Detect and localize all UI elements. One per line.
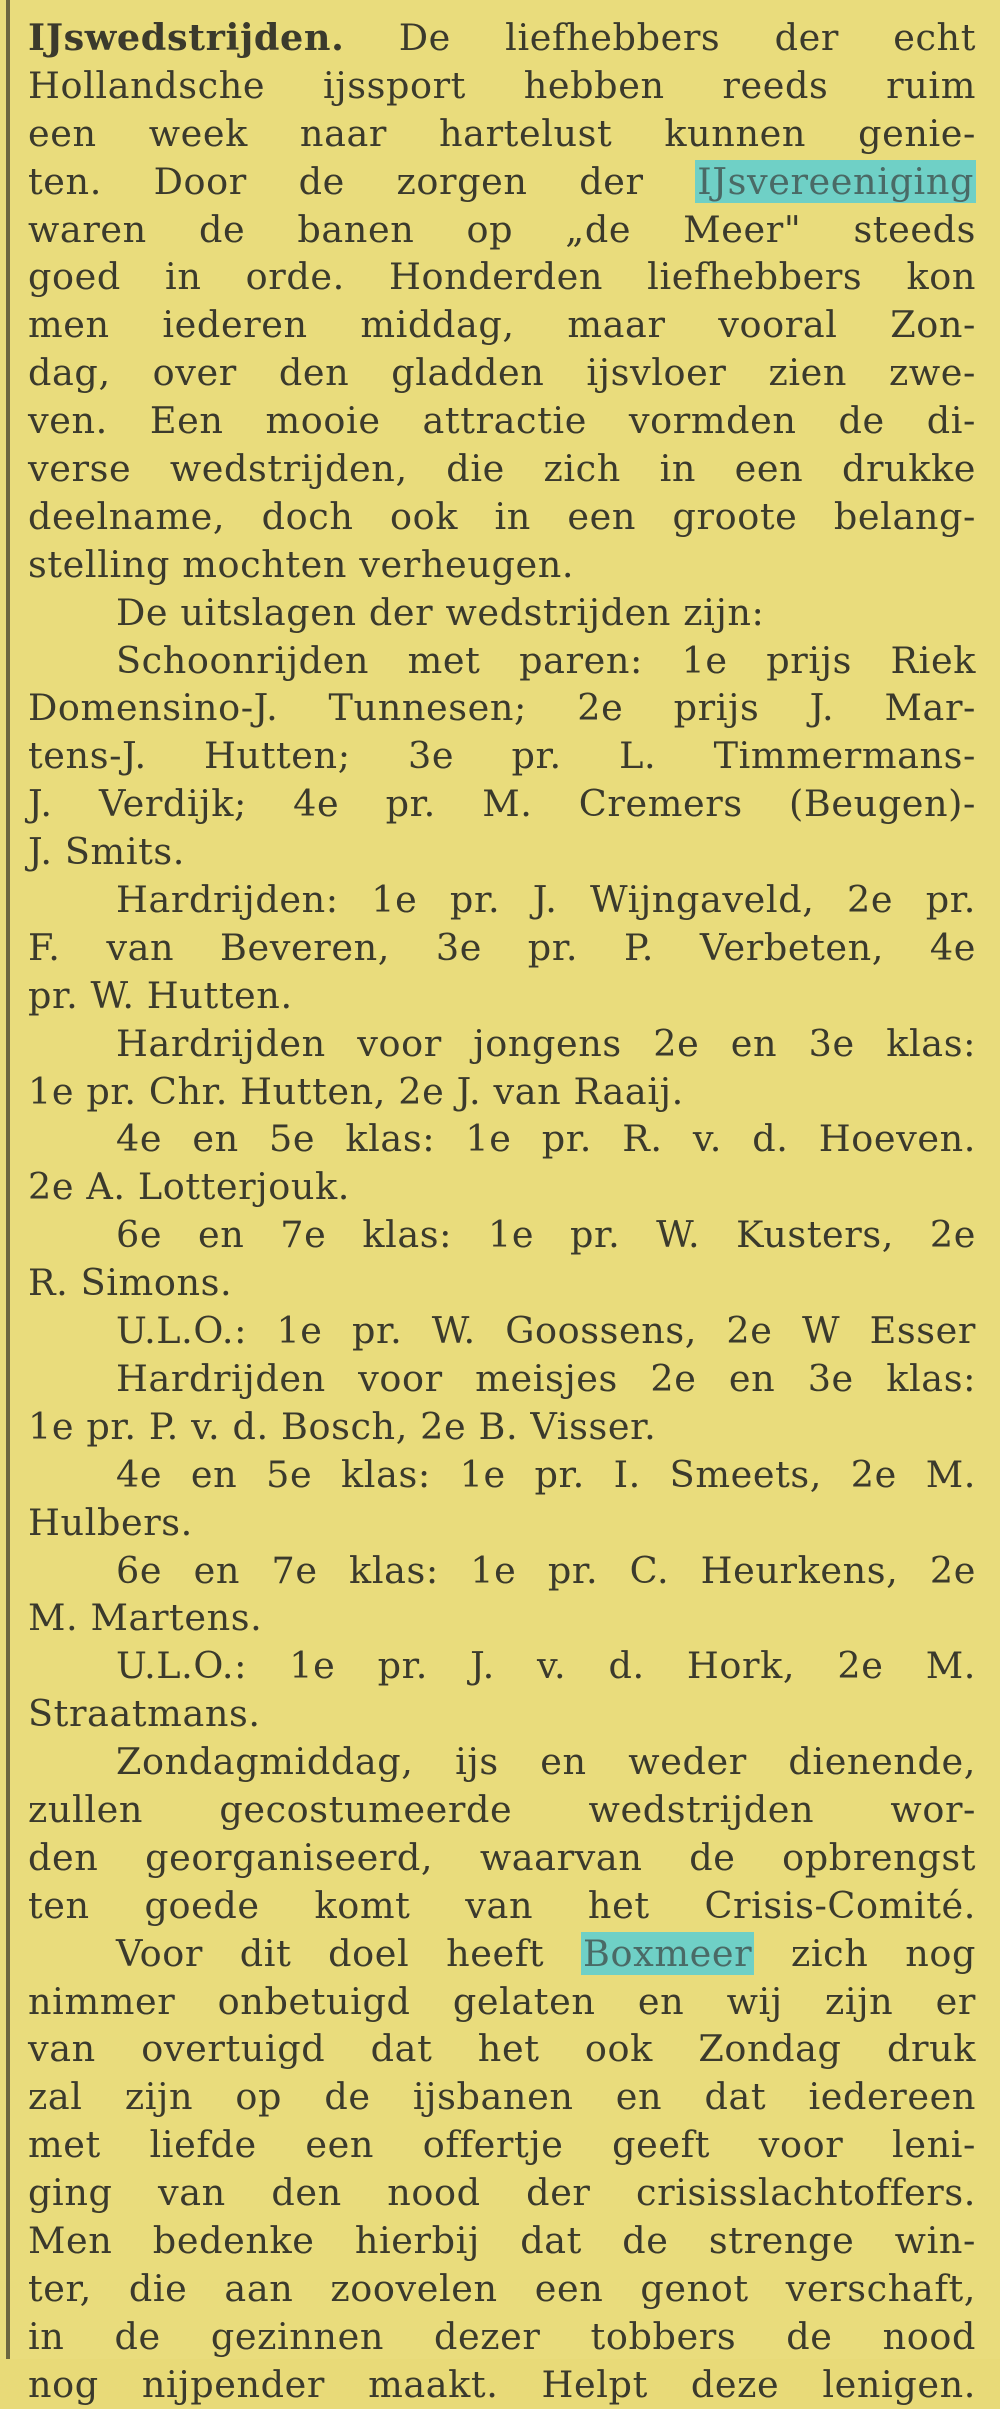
text-segment: Voor dit doel heeft: [116, 1931, 582, 1975]
text-line: [28, 62, 976, 110]
text-line: [28, 1499, 976, 1547]
text-line: [28, 2313, 976, 2361]
text-segment: verse wedstrijden, die zich in een drukke: [28, 447, 976, 491]
text-line: [28, 1738, 976, 1786]
text-line: [28, 158, 976, 206]
text-line: [28, 301, 976, 349]
text-line: [28, 2169, 976, 2217]
text-line: [28, 110, 976, 158]
text-segment: met liefde een offertje geeft voor leni-: [28, 2123, 976, 2167]
text-segment: 4e en 5e klas: 1e pr. R. v. d. Hoeven.: [116, 1117, 976, 1161]
text-segment: waren de banen op „de Meer" steeds: [28, 207, 976, 251]
text-segment: een week naar hartelust kunnen genie-: [28, 111, 976, 155]
highlighted-term: IJsvereeniging: [697, 159, 974, 203]
text-line: [28, 637, 976, 685]
text-segment: ten. Door de zorgen der: [28, 159, 696, 203]
text-segment: dag, over den gladden ijsvloer zien zwe-: [28, 351, 976, 395]
text-segment: De uitslagen der wedstrijden zijn:: [116, 590, 765, 634]
text-segment: De liefhebbers der echt: [344, 16, 976, 59]
text-segment: J. Smits.: [28, 830, 186, 874]
text-segment: Straatmans.: [28, 1692, 261, 1736]
text-segment: stelling mochten verheugen.: [28, 542, 575, 586]
text-line: [28, 1355, 976, 1403]
text-segment: Zondagmiddag, ijs en weder dienende,: [116, 1740, 976, 1784]
text-segment: deelname, doch ook in een groote belang-: [28, 494, 976, 538]
text-line: [28, 2217, 976, 2265]
text-line: [28, 206, 976, 254]
text-line: [28, 1403, 976, 1451]
text-line: [28, 1690, 976, 1738]
text-line: [28, 972, 976, 1020]
highlighted-term: Boxmeer: [583, 1931, 753, 1975]
text-line: [28, 828, 976, 876]
text-line: [28, 253, 976, 301]
text-line: [28, 1882, 976, 1930]
text-segment: ging van den nood der crisisslachtoffers.: [28, 2171, 976, 2215]
text-segment: J. Verdijk; 4e pr. M. Cremers (Beugen)-: [28, 782, 976, 826]
article-heading: IJswedstrijden.: [28, 16, 345, 59]
text-segment: zullen gecostumeerde wedstrijden wor-: [28, 1787, 976, 1831]
text-line: [28, 1451, 976, 1499]
text-segment: 6e en 7e klas: 1e pr. W. Kusters, 2e: [116, 1213, 976, 1257]
text-segment: 1e pr. Chr. Hutten, 2e J. van Raaij.: [28, 1069, 684, 1113]
text-line: [28, 1115, 976, 1163]
text-segment: nimmer onbetuigd gelaten en wij zijn er: [28, 1979, 976, 2023]
text-line: [28, 1786, 976, 1834]
text-line: [28, 1020, 976, 1068]
text-segment: ven. Een mooie attractie vormden de di-: [28, 399, 976, 443]
text-segment: 1e pr. P. v. d. Bosch, 2e B. Visser.: [28, 1404, 657, 1448]
text-segment: den georganiseerd, waarvan de opbrengst: [28, 1835, 976, 1879]
text-segment: zich nog: [754, 1931, 976, 1975]
text-segment: F. van Beveren, 3e pr. P. Verbeten, 4e: [28, 925, 976, 969]
text-segment: ter, die aan zoovelen een genot verschaft,: [28, 2266, 976, 2310]
text-line: [28, 14, 976, 62]
text-segment: 6e en 7e klas: 1e pr. C. Heurkens, 2e: [116, 1548, 976, 1592]
text-line: [28, 1978, 976, 2026]
text-segment: M. Martens.: [28, 1596, 263, 1640]
text-segment: van overtuigd dat het ook Zondag druk: [28, 2027, 976, 2071]
column-rule: [6, 0, 10, 2359]
text-line: [28, 349, 976, 397]
text-line: [28, 924, 976, 972]
article-body: [28, 14, 976, 2409]
text-line: [28, 1834, 976, 1882]
text-line: [28, 732, 976, 780]
text-segment: U.L.O.: 1e pr. J. v. d. Hork, 2e M.: [116, 1644, 976, 1688]
text-segment: zal zijn op de ijsbanen en dat iedereen: [28, 2075, 976, 2119]
text-segment: goed in orde. Honderden liefhebbers kon: [28, 255, 976, 299]
text-segment: Hulbers.: [28, 1500, 193, 1544]
text-line: [28, 684, 976, 732]
text-line: [28, 493, 976, 541]
text-segment: pr. W. Hutten.: [28, 973, 293, 1017]
text-segment: Hardrijden voor jongens 2e en 3e klas:: [116, 1021, 976, 1065]
text-line: [28, 445, 976, 493]
text-line: [28, 397, 976, 445]
text-segment: men iederen middag, maar vooral Zon-: [28, 303, 976, 347]
text-line: [28, 2073, 976, 2121]
text-line: [28, 2025, 976, 2073]
text-line: [28, 1642, 976, 1690]
text-line: [28, 1163, 976, 1211]
text-segment: Domensino-J. Tunnesen; 2e prijs J. Mar-: [28, 686, 976, 730]
text-line: [28, 1259, 976, 1307]
text-line: [28, 2121, 976, 2169]
text-line: [28, 876, 976, 924]
text-line: [28, 1068, 976, 1116]
text-segment: Hardrijden: 1e pr. J. Wijngaveld, 2e pr.: [116, 878, 976, 922]
text-line: [28, 2361, 976, 2409]
text-segment: U.L.O.: 1e pr. W. Goossens, 2e W Esser: [116, 1309, 976, 1353]
text-line: [28, 541, 976, 589]
text-line: [28, 1211, 976, 1259]
text-segment: tens-J. Hutten; 3e pr. L. Timmermans-: [28, 734, 976, 778]
text-line: [28, 1307, 976, 1355]
text-segment: 4e en 5e klas: 1e pr. I. Smeets, 2e M.: [116, 1452, 976, 1496]
text-line: [28, 2265, 976, 2313]
text-segment: R. Simons.: [28, 1261, 233, 1305]
text-segment: nog nijpender maakt. Helpt deze lenigen.: [28, 2362, 976, 2406]
text-segment: ten goede komt van het Crisis-Comité.: [28, 1883, 976, 1927]
text-line: [28, 589, 976, 637]
text-segment: 2e A. Lotterjouk.: [28, 1165, 350, 1209]
text-segment: Men bedenke hierbij dat de strenge win-: [28, 2218, 976, 2262]
text-line: [28, 1594, 976, 1642]
text-line: [28, 1547, 976, 1595]
text-segment: Hollandsche ijssport hebben reeds ruim: [28, 63, 976, 107]
text-line: [28, 1930, 976, 1978]
text-line: [28, 780, 976, 828]
text-segment: Hardrijden voor meisjes 2e en 3e klas:: [116, 1356, 976, 1400]
text-segment: Schoonrijden met paren: 1e prijs Riek: [116, 638, 976, 682]
text-segment: in de gezinnen dezer tobbers de nood: [28, 2314, 976, 2358]
